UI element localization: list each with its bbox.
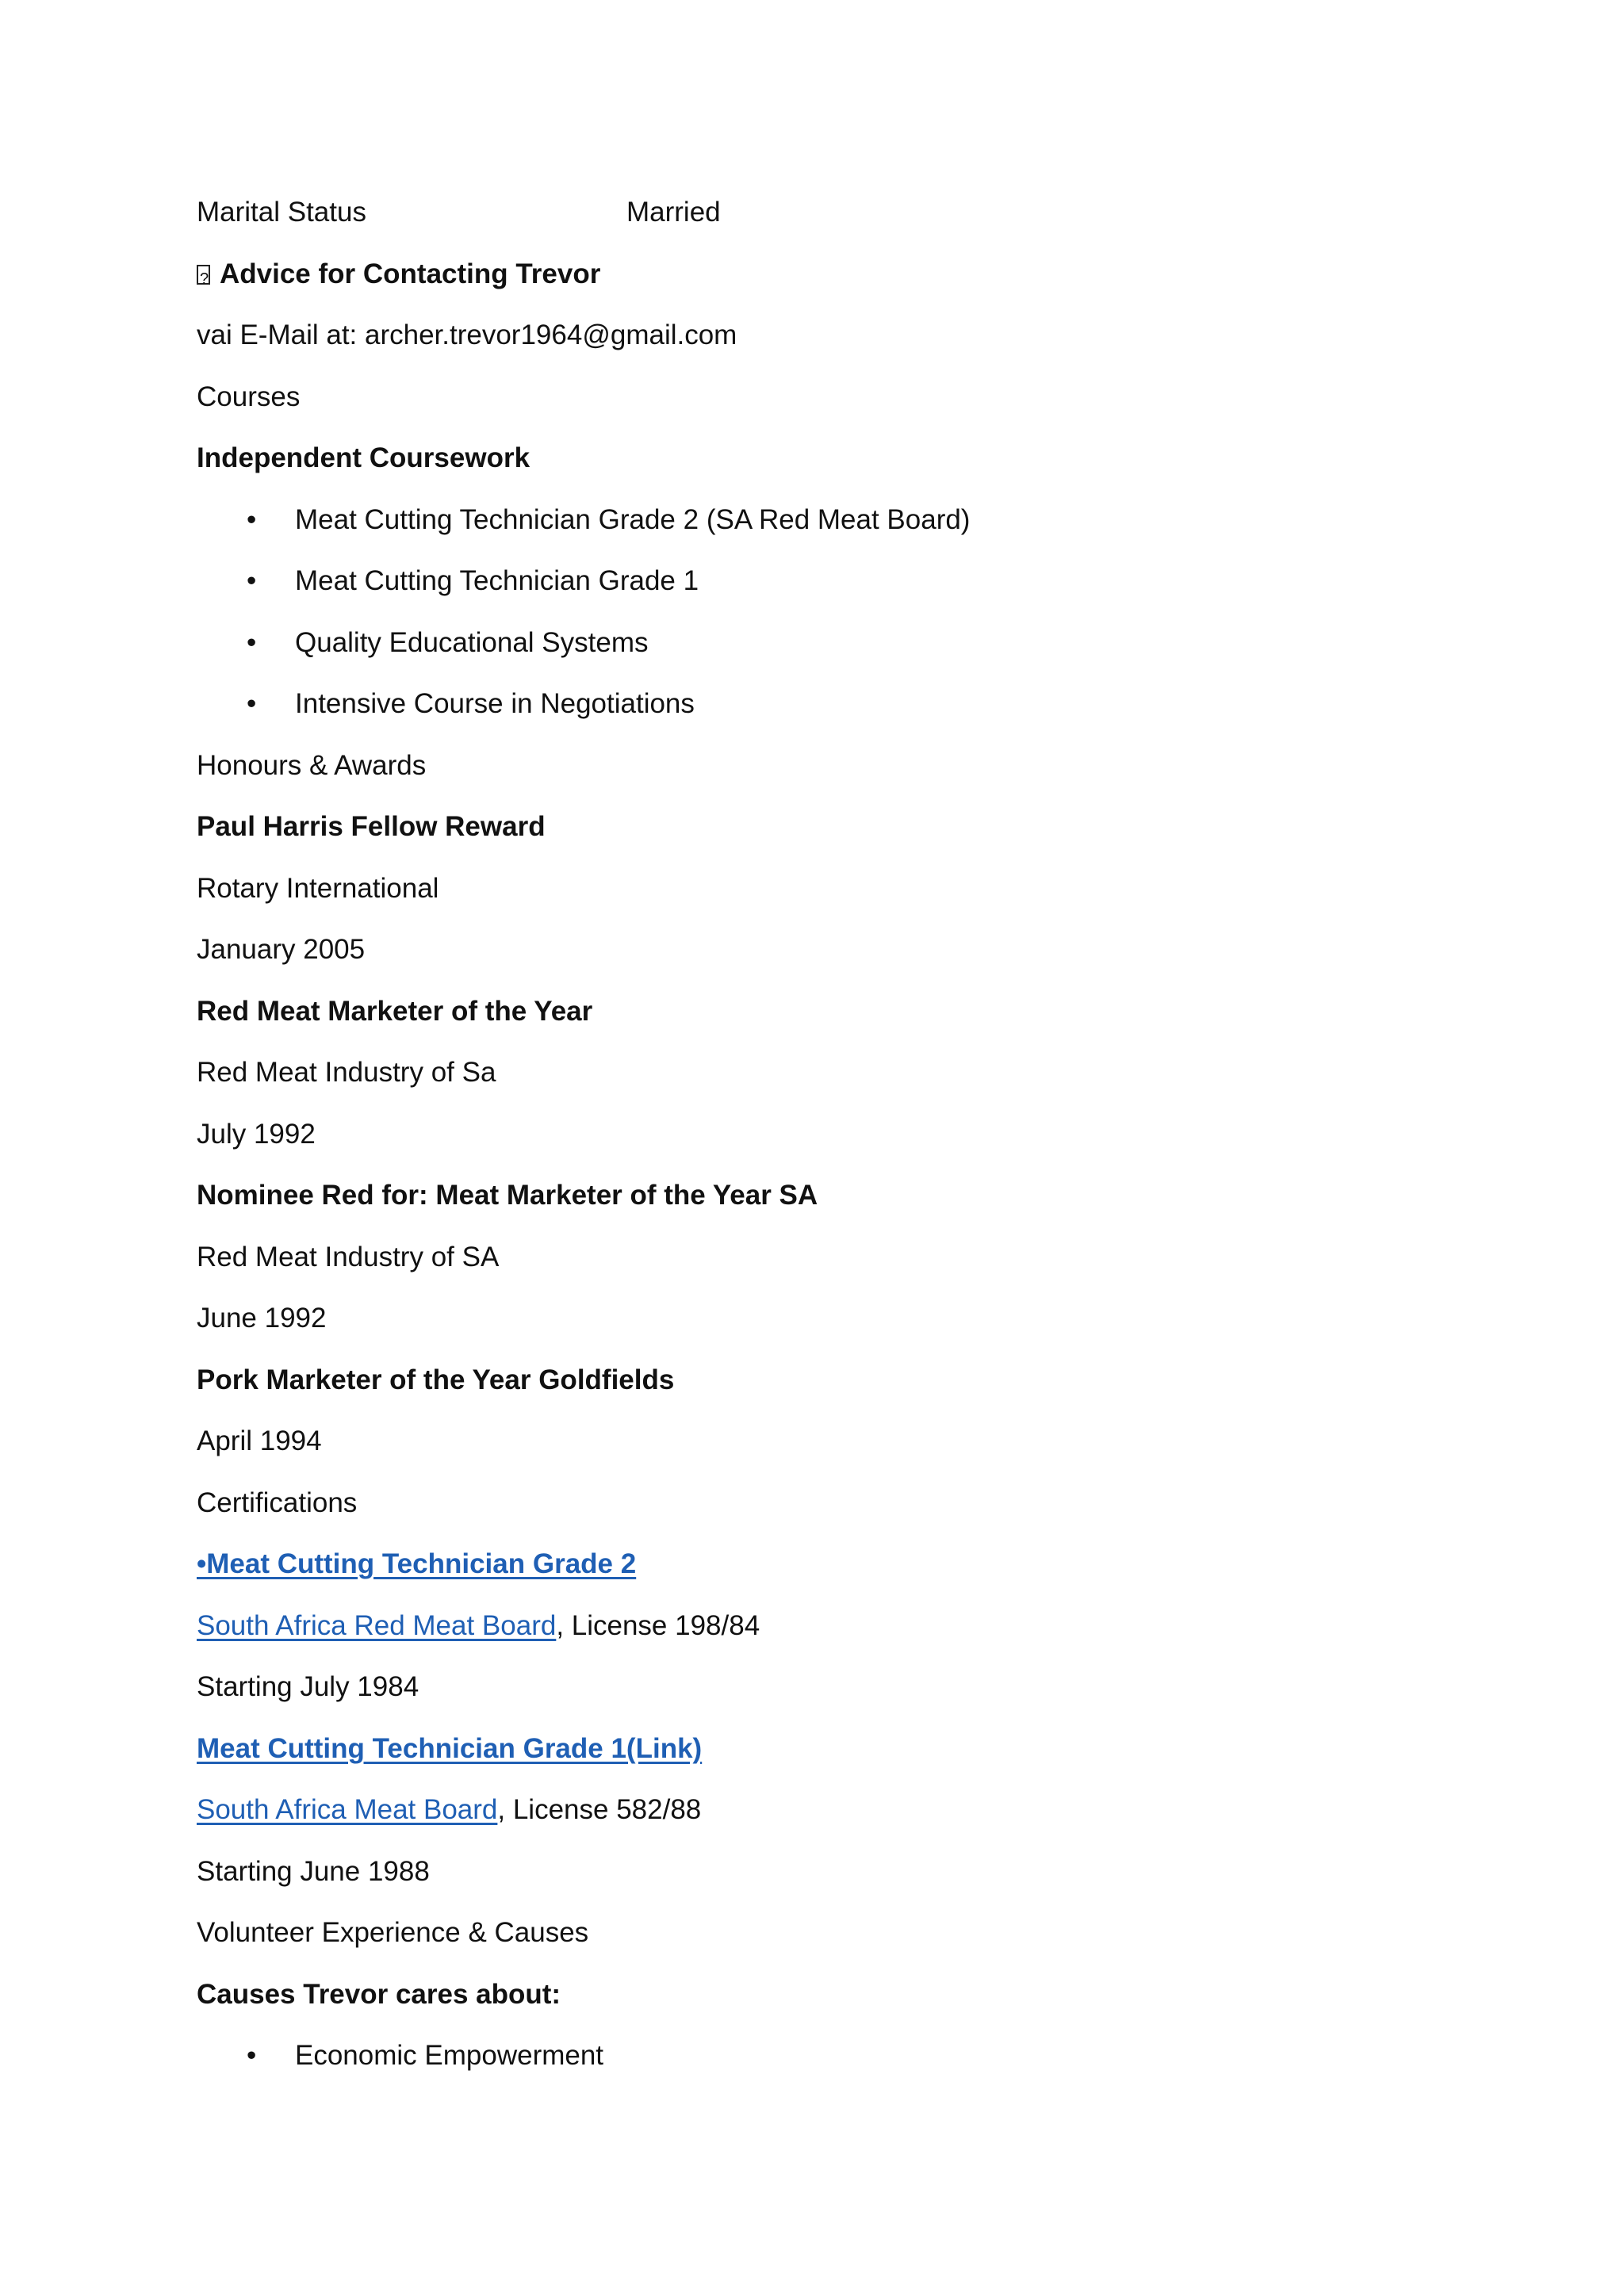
certification-license: , License 582/88 bbox=[497, 1794, 702, 1825]
missing-glyph-icon bbox=[197, 265, 210, 285]
award-title: Nominee Red for: Meat Marketer of the Year SA bbox=[197, 1180, 818, 1211]
volunteer-section-title: Volunteer Experience & Causes bbox=[197, 1917, 589, 1948]
award-date: April 1994 bbox=[197, 1425, 322, 1456]
marital-status-row bbox=[197, 195, 721, 230]
cause-item: Economic Empowerment bbox=[295, 2040, 604, 2071]
award-issuer: Rotary International bbox=[197, 873, 439, 904]
course-item: Meat Cutting Technician Grade 2 (SA Red Meat Board) bbox=[295, 504, 971, 535]
bullet-icon: • bbox=[247, 627, 257, 658]
marital-status-value: Married bbox=[626, 197, 721, 228]
certification-license: , License 198/84 bbox=[556, 1610, 760, 1641]
courses-section-title: Courses bbox=[197, 381, 301, 412]
certification-start: Starting July 1984 bbox=[197, 1671, 419, 1702]
contact-heading-text: Advice for Contacting Trevor bbox=[220, 258, 601, 289]
certification-title-link[interactable]: •Meat Cutting Technician Grade 2 bbox=[197, 1548, 637, 1579]
contact-heading bbox=[197, 257, 600, 292]
bullet-icon: • bbox=[247, 504, 257, 535]
award-issuer: Red Meat Industry of Sa bbox=[197, 1057, 496, 1088]
bullet-icon: • bbox=[247, 565, 257, 596]
certification-start: Starting June 1988 bbox=[197, 1856, 430, 1887]
bullet-icon: • bbox=[247, 688, 257, 719]
course-item: Quality Educational Systems bbox=[295, 627, 649, 658]
award-title: Red Meat Marketer of the Year bbox=[197, 996, 593, 1027]
marital-status-label: Marital Status bbox=[197, 197, 366, 228]
bullet-icon: • bbox=[247, 2040, 257, 2071]
award-title: Paul Harris Fellow Reward bbox=[197, 811, 546, 842]
course-item: Intensive Course in Negotiations bbox=[295, 688, 695, 719]
award-date: January 2005 bbox=[197, 934, 366, 965]
honours-awards-section-title: Honours & Awards bbox=[197, 750, 427, 781]
certification-org-link[interactable]: South Africa Red Meat Board bbox=[197, 1610, 557, 1641]
course-item: Meat Cutting Technician Grade 1 bbox=[295, 565, 699, 596]
certifications-section-title: Certifications bbox=[197, 1487, 358, 1518]
certification-title-link[interactable]: Meat Cutting Technician Grade 1(Link) bbox=[197, 1733, 703, 1764]
certification-org-link[interactable]: South Africa Meat Board bbox=[197, 1794, 498, 1825]
award-date: July 1992 bbox=[197, 1119, 316, 1150]
award-date: June 1992 bbox=[197, 1303, 327, 1334]
contact-email-line: vai E-Mail at: archer.trevor1964@gmail.com bbox=[197, 320, 737, 350]
award-issuer: Red Meat Industry of SA bbox=[197, 1242, 500, 1272]
causes-heading: Causes Trevor cares about: bbox=[197, 1979, 561, 2010]
certification-org-row bbox=[197, 1793, 701, 1827]
award-title: Pork Marketer of the Year Goldfields bbox=[197, 1364, 675, 1395]
independent-coursework-heading: Independent Coursework bbox=[197, 442, 530, 473]
certification-org-row bbox=[197, 1609, 760, 1644]
